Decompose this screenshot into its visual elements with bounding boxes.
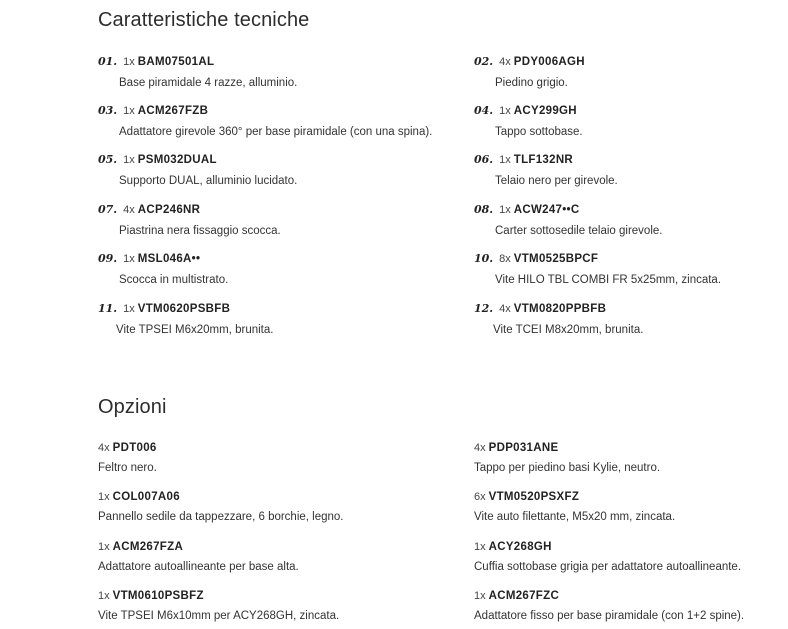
item-desc: Vite TCEI M8x20mm, brunita. — [493, 324, 644, 336]
item-desc: Vite auto filettante, M5x20 mm, zincata. — [474, 511, 676, 523]
item-qty: 4x — [499, 56, 511, 68]
item-desc: Feltro nero. — [98, 462, 157, 474]
item-code: PDT006 — [112, 442, 157, 454]
tech-item — [474, 252, 721, 287]
tech-item — [474, 203, 662, 238]
item-desc: Adattatore girevole 360° per base piramidale (con una spina). — [119, 126, 433, 138]
item-number: 02. — [474, 55, 494, 68]
item-qty: 8x — [499, 253, 511, 265]
tech-item — [98, 252, 228, 287]
item-desc: Scocca in multistrato. — [119, 274, 229, 286]
item-qty: 1x — [98, 541, 110, 553]
item-desc: Telaio nero per girevole. — [495, 175, 618, 187]
item-number: 07. — [98, 203, 118, 216]
item-number: 10. — [474, 252, 494, 265]
item-number: 04. — [474, 104, 494, 117]
item-qty: 1x — [474, 590, 486, 602]
item-qty: 1x — [123, 303, 135, 315]
item-qty: 4x — [98, 442, 110, 454]
item-qty: 1x — [123, 105, 135, 117]
item-number: 11. — [98, 302, 118, 315]
item-qty: 4x — [123, 204, 135, 216]
option-item — [98, 441, 157, 475]
option-item — [98, 589, 339, 623]
item-qty: 6x — [474, 491, 486, 503]
tech-item — [98, 55, 297, 90]
item-code: PDY006AGH — [513, 56, 585, 68]
option-item — [98, 540, 299, 574]
item-desc: Vite TPSEI M6x10mm per ACY268GH, zincata. — [98, 610, 340, 622]
item-number: 03. — [98, 104, 118, 117]
item-desc: Supporto DUAL, alluminio lucidato. — [119, 175, 298, 187]
item-qty: 1x — [123, 253, 135, 265]
tech-item — [98, 302, 273, 337]
item-qty: 1x — [98, 491, 110, 503]
option-item — [474, 490, 675, 524]
item-code: VTM0820PPBFB — [513, 303, 607, 315]
option-item — [98, 490, 344, 524]
item-code: VTM0610PSBFZ — [112, 590, 204, 602]
item-desc: Vite TPSEI M6x20mm, brunita. — [116, 324, 274, 336]
item-desc: Tappo per piedino basi Kylie, neutro. — [474, 462, 661, 474]
item-code: ACY299GH — [513, 105, 577, 117]
item-qty: 1x — [499, 105, 511, 117]
item-qty: 4x — [474, 442, 486, 454]
item-qty: 1x — [499, 154, 511, 166]
item-desc: Base piramidale 4 razze, alluminio. — [119, 77, 298, 89]
item-code: TLF132NR — [513, 154, 574, 166]
option-item — [474, 441, 660, 475]
item-code: VTM0620PSBFB — [137, 303, 231, 315]
item-desc: Adattatore autoallineante per base alta. — [98, 561, 299, 573]
item-code: BAM07501AL — [137, 56, 215, 68]
item-qty: 1x — [474, 541, 486, 553]
item-qty: 1x — [499, 204, 511, 216]
item-desc: Vite HILO TBL COMBI FR 5x25mm, zincata. — [495, 274, 722, 286]
item-number: 05. — [98, 153, 118, 166]
section-title-technical: Caratteristiche tecniche — [98, 9, 310, 31]
item-code: MSL046A•• — [137, 253, 201, 265]
item-code: ACM267FZB — [137, 105, 209, 117]
item-code: PSM032DUAL — [137, 154, 217, 166]
item-code: ACY268GH — [488, 541, 552, 553]
item-number: 01. — [98, 55, 118, 68]
item-qty: 1x — [98, 590, 110, 602]
item-number: 08. — [474, 203, 494, 216]
item-code: ACP246NR — [137, 204, 201, 216]
item-code: ACM267FZC — [488, 590, 560, 602]
section-title-options: Opzioni — [98, 396, 167, 418]
item-qty: 1x — [123, 154, 135, 166]
item-desc: Tappo sottobase. — [495, 126, 583, 138]
item-desc: Piedino grigio. — [495, 77, 568, 89]
tech-item — [474, 302, 643, 337]
item-desc: Piastrina nera fissaggio scocca. — [119, 225, 281, 237]
item-code: VTM0525BPCF — [513, 253, 599, 265]
item-code: ACM267FZA — [112, 541, 184, 553]
tech-item — [474, 104, 583, 139]
item-code: COL007A06 — [112, 491, 180, 503]
item-code: PDP031ANE — [488, 442, 559, 454]
item-number: 09. — [98, 252, 118, 265]
item-desc: Adattatore fisso per base piramidale (con 1+2 spine). — [474, 610, 745, 622]
item-qty: 1x — [123, 56, 135, 68]
tech-item — [98, 153, 297, 188]
item-code: ACW247••C — [513, 204, 580, 216]
item-desc: Cuffia sottobase grigia per adattatore autoallineante. — [474, 561, 742, 573]
item-number: 12. — [474, 302, 494, 315]
option-item — [474, 540, 741, 574]
option-item — [474, 589, 744, 623]
tech-item — [98, 203, 281, 238]
tech-item — [474, 153, 618, 188]
item-desc: Carter sottosedile telaio girevole. — [495, 225, 663, 237]
item-code: VTM0520PSXFZ — [488, 491, 580, 503]
tech-item — [474, 55, 585, 90]
tech-item — [98, 104, 432, 139]
item-desc: Pannello sedile da tappezzare, 6 borchie, legno. — [98, 511, 344, 523]
item-number: 06. — [474, 153, 494, 166]
item-qty: 4x — [499, 303, 511, 315]
